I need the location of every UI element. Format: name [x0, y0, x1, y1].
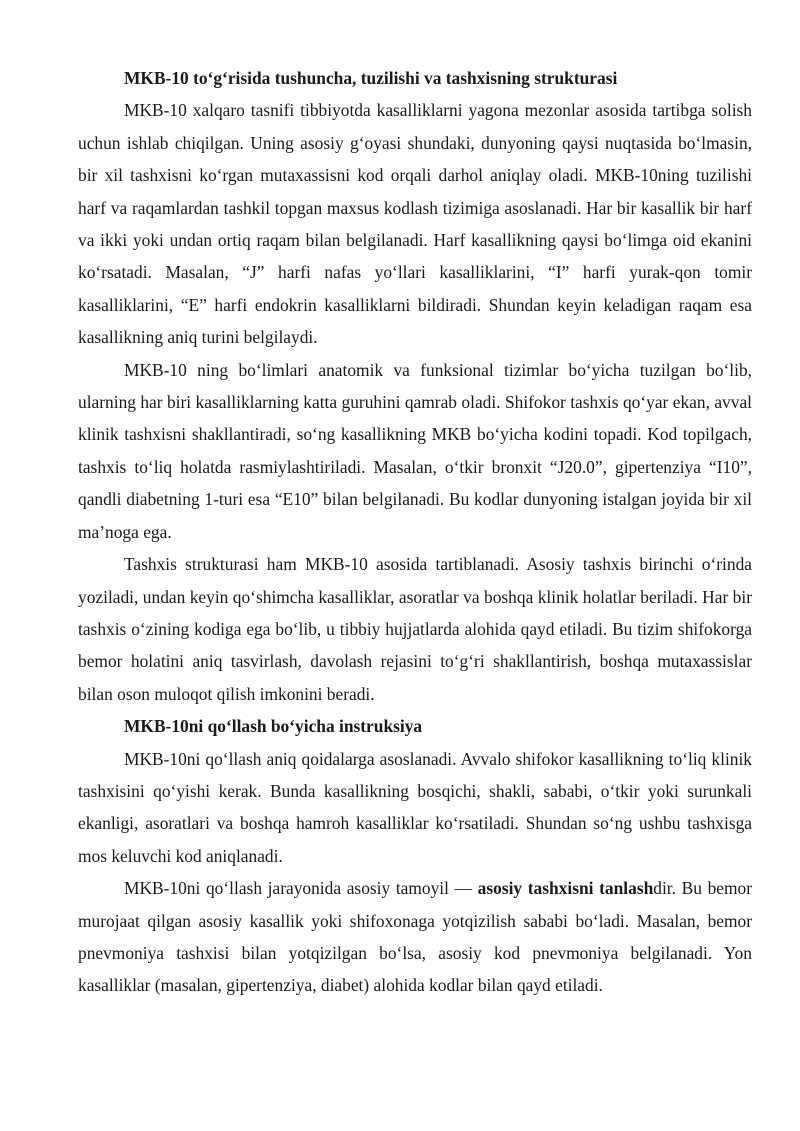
- paragraph-main-principle: [78, 872, 752, 1002]
- principle-text-start: MKB-10ni qo‘llash jarayonida asosiy tamoyil —: [124, 878, 478, 899]
- paragraph-diagnosis-structure: Tashxis strukturasi ham MKB-10 asosida tartiblanadi. Asosiy tashxis birinchi o‘rinda yoziladi, undan keyin qo‘shimcha kasalliklar, asoratlar va boshqa klinik holatlar beriladi. Har bir tashxis o‘zining kodiga ega bo‘lib, u tibbiy hujjatlarda alohida qayd etiladi. Bu tizim shifokorga bemor holatini aniq tasvirlash, davolash rejasini to‘g‘ri shakllantirish, boshqa mutaxassislar bilan oson muloqot qilish imkonini beradi.: [78, 554, 752, 704]
- paragraph-mkb10-sections: MKB-10 ning bo‘limlari anatomik va funksional tizimlar bo‘yicha tuzilgan bo‘lib, ularning har biri kasalliklarning katta guruhini qamrab oladi. Shifokor tashxis qo‘yar ekan, avval klinik tashxisni shakllantiradi, so‘ng kasallikning MKB bo‘yicha kodini topadi. Kod topilgach, tashxis to‘liq holatda rasmiylashtiriladi. Masalan, o‘tkir bronxit “J20.0”, gipertenziya “I10”, qandli diabetning 1-turi esa “E10” bilan belgilanadi. Bu kodlar dunyoning istalgan joyida bir xil ma’noga ega.: [78, 359, 752, 542]
- principle-text-end: dir. Bu bemor murojaat qilgan asosiy kasallik yoki shifoxonaga yotqizilish sababi bo‘ladi. Masalan, bemor pnevmoniya tashxisi bilan yotqizilgan bo‘lsa, asosiy kod pnevmoniya belgilanadi. Yon kasalliklar (masalan, gipertenziya, diabet) alohida kodlar bilan qayd etiladi.: [78, 878, 752, 996]
- principle-bold-term: asosiy tashxisni tanlash: [477, 878, 654, 899]
- paragraph-mkb10-intro: MKB-10 xalqaro tasnifi tibbiyotda kasalliklarni yagona mezonlar asosida tartibga solish uchun ishlab chiqilgan. Uning asosiy g‘oyasi shundaki, dunyoning qaysi nuqtasida bo‘lmasin, bir xil tashxisni ko‘rgan mutaxassisni kod orqali darhol aniqlay oladi. MKB-10ning tuzilishi harf va raqamlardan tashkil topgan maxsus kodlash tizimiga asoslanadi. Har bir kasallik bir harf va ikki yoki undan ortiq raqam bilan belgilanadi. Harf kasallikning qaysi bo‘limga oid ekanini ko‘rsatadi. Masalan, “J” harfi nafas yo‘llari kasalliklarini, “I” harfi yurak-qon tomir kasalliklarini, “E” harfi endokrin kasalliklarni bildiradi. Shundan keyin keladigan raqam esa kasallikning aniq turini belgilaydi.: [78, 100, 752, 348]
- section-heading-instruction: MKB-10ni qo‘llash bo‘yicha instruksiya: [124, 716, 423, 737]
- section-heading-mkb10-structure: MKB-10 to‘g‘risida tushuncha, tuzilishi va tashxisning strukturasi: [124, 68, 618, 88]
- paragraph-usage-rules: MKB-10ni qo‘llash aniq qoidalarga asoslanadi. Avvalo shifokor kasallikning to‘liq klinik tashxisini qo‘yishi kerak. Bunda kasallikning bosqichi, shakli, sababi, o‘tkir yoki surunkali ekanligi, asoratlari va boshqa hamroh kasalliklar ko‘rsatiladi. Shundan so‘ng ushbu tashxisga mos keluvchi kod aniqlanadi.: [78, 748, 752, 866]
- document-page: [78, 62, 752, 1002]
